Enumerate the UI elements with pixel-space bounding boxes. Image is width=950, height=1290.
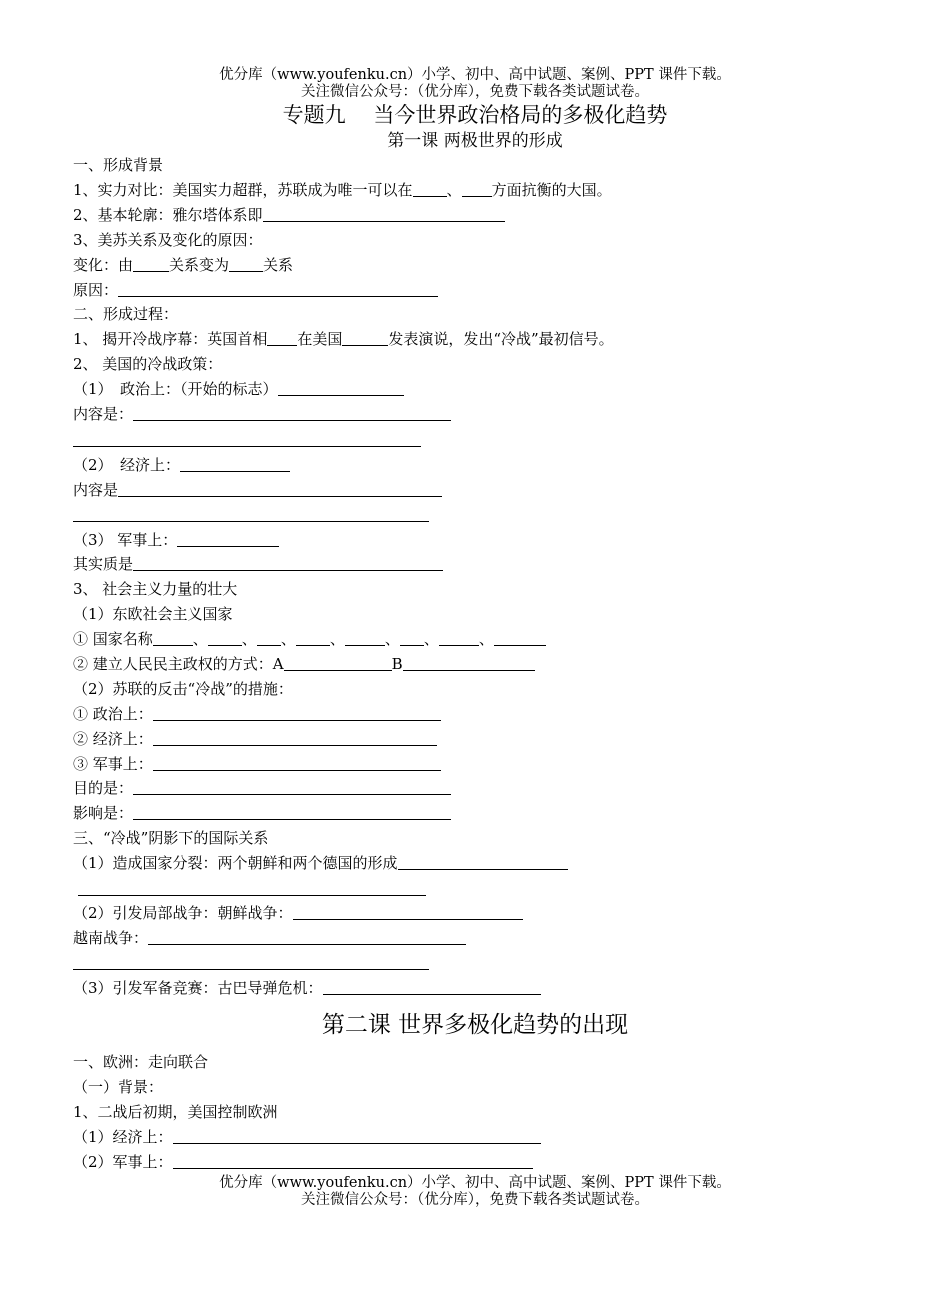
economic-label: （2） 经济上：: [73, 456, 181, 474]
lesson2-title: 第二课 世界多极化趋势的出现: [321, 1012, 629, 1038]
sec2-purpose: [73, 777, 451, 799]
blank: [323, 978, 541, 995]
blank: [494, 629, 546, 646]
content2-label: 内容是: [73, 481, 119, 499]
sec3-item1: [73, 852, 568, 874]
blank: [148, 928, 466, 945]
sec2-content1: [73, 403, 451, 425]
sec2-economic: [73, 454, 290, 476]
answer-line: [73, 446, 421, 447]
lesson2-eco: [73, 1126, 541, 1148]
lesson2-item1: 1、二战后初期，美国控制欧洲: [73, 1103, 278, 1121]
separator: 、: [241, 630, 257, 648]
topic-title: 专题九 当今世界政治格局的多极化趋势: [282, 103, 668, 127]
blank: [293, 903, 523, 920]
impact-label: 影响是：: [73, 804, 134, 822]
change-text-a: 变化：由: [73, 256, 134, 274]
blank: [133, 803, 451, 820]
blank: [133, 404, 451, 421]
separator: 、: [280, 630, 296, 648]
sec2-item1-text-c: 发表演说，发出“冷战”最初信号。: [388, 330, 614, 348]
blank: [229, 255, 263, 272]
separator: 、: [384, 630, 400, 648]
blank: [133, 778, 451, 795]
sec2-regime: [73, 653, 535, 675]
sec3-item2-text: （2）引发局部战争：朝鲜战争：: [73, 904, 293, 922]
blank: [173, 1152, 533, 1169]
blank: [462, 180, 492, 197]
sec2-essence: [73, 553, 443, 575]
blank: [118, 280, 438, 297]
blank: [403, 654, 535, 671]
sec2-item2: 2、 美国的冷战政策：: [73, 355, 223, 373]
reason-label: 原因：: [73, 281, 119, 299]
sec3-vietnam: [73, 927, 466, 949]
sec3-item3-text: （3）引发军备竞赛：古巴导弹危机：: [73, 979, 323, 997]
answer-line: [78, 895, 426, 896]
sec2-ussr: （2）苏联的反击“冷战”的措施：: [73, 680, 293, 698]
sec1-item1-text-a: 1、实力对比：美国实力超群，苏联成为唯一可以在: [73, 181, 413, 199]
sec3-item2: [73, 902, 523, 924]
blank: [342, 329, 388, 346]
blank: [257, 629, 281, 646]
sec3-heading: 三、“冷战”阴影下的国际关系: [73, 829, 269, 847]
sec2-military: [73, 529, 279, 551]
military-label: （3） 军事上：: [73, 531, 178, 549]
answer-line: [73, 969, 429, 970]
lesson2-bg: （一）背景：: [73, 1078, 164, 1096]
sec1-item1: [73, 179, 612, 201]
header-line-2: 关注微信公众号：（优分库），免费下载各类试题试卷。: [301, 84, 649, 100]
sec2-item1: [73, 328, 614, 350]
blank: [173, 1127, 541, 1144]
footer-line-1: 优分库（www.youfenku.cn）小学、初中、高中试题、案例、PPT 课件下载。: [219, 1175, 731, 1191]
sec2-item3: 3、 社会主义力量的壮大: [73, 580, 238, 598]
lesson1-title: 第一课 两极世界的形成: [387, 131, 563, 151]
blank: [278, 379, 404, 396]
countries-label: ① 国家名称: [73, 630, 153, 648]
sec2-heading: 二、形成过程：: [73, 305, 179, 323]
blank: [133, 554, 443, 571]
sec1-item1-text-b: 方面抗衡的大国。: [491, 181, 612, 199]
sec2-ussr-economic: [73, 728, 437, 750]
sec1-item3: 3、美苏关系及变化的原因：: [73, 231, 263, 249]
sec2-ussr-political: [73, 703, 441, 725]
lesson2-mil: [73, 1151, 533, 1173]
blank: [153, 729, 437, 746]
footer-line-2: 关注微信公众号：（优分库），免费下载各类试题试卷。: [301, 1192, 649, 1208]
sec1-reason: [73, 279, 438, 301]
sec3-item3: [73, 977, 541, 999]
sec1-item2: [73, 204, 505, 226]
answer-line: [73, 521, 429, 522]
essence-label: 其实质是: [73, 555, 134, 573]
blank: [133, 255, 169, 272]
political-label: （1） 政治上：（开始的标志）: [73, 380, 278, 398]
sec2-east-europe: （1）东欧社会主义国家: [73, 605, 233, 623]
separator: 、: [446, 181, 462, 199]
blank: [296, 629, 330, 646]
change-text-b: 关系变为: [169, 256, 230, 274]
sec3-item1-text: （1）造成国家分裂：两个朝鲜和两个德国的形成: [73, 854, 398, 872]
sec2-countries: [73, 628, 546, 650]
regime-label-b: B: [391, 655, 403, 673]
blank: [177, 530, 279, 547]
sec2-item1-text-a: 1、 揭开冷战序幕：英国首相: [73, 330, 268, 348]
sec1-change: [73, 254, 293, 276]
blank: [153, 754, 441, 771]
blank: [284, 654, 392, 671]
sec2-item1-text-b: 在美国: [297, 330, 343, 348]
blank: [439, 629, 479, 646]
blank: [153, 704, 441, 721]
separator: 、: [478, 630, 494, 648]
content1-label: 内容是：: [73, 405, 134, 423]
separator: 、: [192, 630, 208, 648]
ussr-political-label: ① 政治上：: [73, 705, 153, 723]
ussr-military-label: ③ 军事上：: [73, 755, 153, 773]
sec2-content2: [73, 479, 442, 501]
regime-label-a: ② 建立人民民主政权的方式：A: [73, 655, 284, 673]
blank: [263, 205, 505, 222]
blank: [180, 455, 290, 472]
sec1-item2-text: 2、基本轮廓：雅尔塔体系即: [73, 206, 263, 224]
blank: [400, 629, 424, 646]
blank: [153, 629, 193, 646]
sec2-ussr-military: [73, 753, 441, 775]
blank: [413, 180, 447, 197]
vietnam-label: 越南战争：: [73, 929, 149, 947]
sec2-impact: [73, 802, 451, 824]
blank: [267, 329, 297, 346]
lesson2-sec1: 一、欧洲：走向联合: [73, 1053, 209, 1071]
separator: 、: [329, 630, 345, 648]
blank: [398, 853, 568, 870]
lesson2-eco-label: （1）经济上：: [73, 1128, 173, 1146]
sec2-political: [73, 378, 404, 400]
purpose-label: 目的是：: [73, 779, 134, 797]
blank: [118, 480, 442, 497]
change-text-c: 关系: [263, 256, 294, 274]
header-line-1: 优分库（www.youfenku.cn）小学、初中、高中试题、案例、PPT 课件下载。: [219, 67, 731, 83]
ussr-economic-label: ② 经济上：: [73, 730, 153, 748]
sec1-heading: 一、形成背景: [73, 156, 164, 174]
separator: 、: [423, 630, 439, 648]
blank: [345, 629, 385, 646]
lesson2-mil-label: （2）军事上：: [73, 1153, 173, 1171]
blank: [208, 629, 242, 646]
